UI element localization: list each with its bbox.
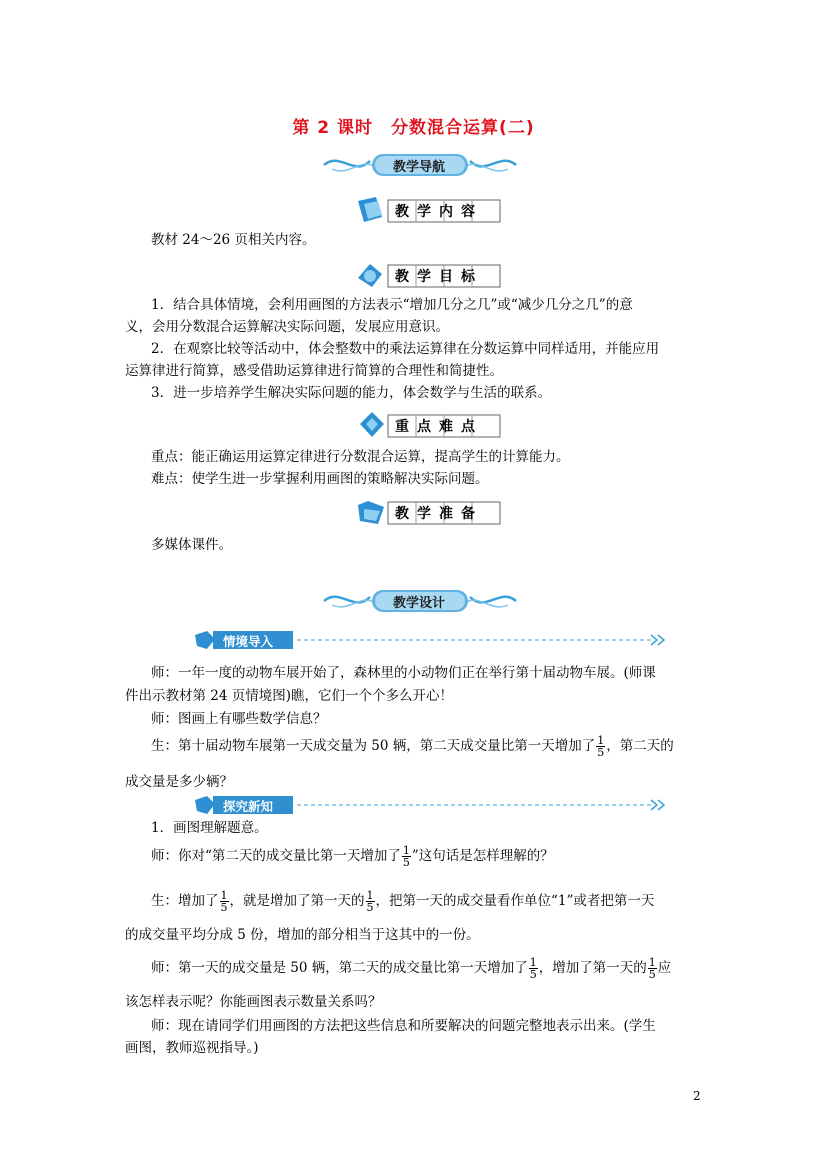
page-number: 2 <box>693 1089 701 1103</box>
goal-1-line1: 1．结合具体情境，会利用画图的方法表示“增加几分之几”或“减少几分之几”的意 <box>151 297 633 313</box>
intro-student-1-post: ，第二天的 <box>606 738 674 754</box>
tag-intro-label: 情境导入 <box>223 634 274 649</box>
subhead-content-label: 教学内容 <box>395 204 483 220</box>
fraction-one-fifth: $\frac{1}{5}$ <box>220 889 228 914</box>
fraction-one-fifth: $\frac{1}{5}$ <box>648 956 656 981</box>
goal-2-line2: 运算律进行简算，感受借助运算律进行简算的合理性和简捷性。 <box>125 363 503 379</box>
subhead-prep-label: 教学准备 <box>395 506 483 522</box>
lesson-title: 第 2 课时 分数混合运算(二) <box>292 118 535 138</box>
goal-3: 3．进一步培养学生解决实际问题的能力，体会数学与生活的联系。 <box>151 385 552 401</box>
subhead-content <box>356 195 506 225</box>
fraction-one-fifth: $\frac{1}{5}$ <box>597 734 605 759</box>
tag-explore <box>193 794 668 816</box>
fraction-one-fifth: $\frac{1}{5}$ <box>402 844 410 869</box>
content-text: 教材 24～26 页相关内容。 <box>151 232 316 248</box>
subhead-keypoints-label: 重点难点 <box>395 419 483 435</box>
prep-text: 多媒体课件。 <box>151 537 232 553</box>
explore-question-2-line2: 该怎样表示呢？你能画图表示数量关系吗？ <box>125 994 382 1010</box>
key-point: 重点：能正确运用运算定律进行分数混合运算，提高学生的计算能力。 <box>151 449 570 465</box>
fraction-one-fifth: $\frac{1}{5}$ <box>366 889 374 914</box>
explore-step-1: 1．画图理解题意。 <box>151 820 268 836</box>
goal-2-line1: 2．在观察比较等活动中，体会整数中的乘法运算律在分数运算中同样适用，并能应用 <box>151 341 660 357</box>
subhead-keypoints <box>356 410 506 440</box>
explore-question-2: 师：第一天的成交量是 50 辆，第二天的成交量比第一天增加了 $\frac{1}{5}$ ，增加了第一天的 $\frac{1}{5}$ 应 <box>151 956 672 981</box>
subhead-goals <box>356 260 506 290</box>
fraction-one-fifth: $\frac{1}{5}$ <box>529 956 537 981</box>
intro-student-1-line2: 成交量是多少辆？ <box>125 774 233 790</box>
subhead-goals-label: 教学目标 <box>395 269 483 285</box>
tag-intro <box>193 629 668 651</box>
banner-guide-label: 教学导航 <box>393 160 446 175</box>
intro-teacher-2: 师：图画上有哪些数学信息？ <box>151 711 327 727</box>
tag-explore-label: 探究新知 <box>223 799 274 814</box>
difficult-point: 难点：使学生进一步掌握利用画图的策略解决实际问题。 <box>151 471 489 487</box>
intro-teacher-1-line1: 师：一年一度的动物车展开始了，森林里的小动物们正在举行第十届动物车展。(师课 <box>151 665 656 681</box>
intro-student-1 <box>151 735 731 758</box>
explore-question-3-line2: 画图，教师巡视指导。) <box>125 1040 259 1056</box>
banner-guide <box>320 147 520 181</box>
explore-question-3-line1: 师：现在请同学们用画图的方法把这些信息和所要解决的问题完整地表示出来。(学生 <box>151 1018 656 1034</box>
intro-teacher-1-line2: 件出示教材第 24 页情境图)瞧，它们一个个多么开心！ <box>125 688 454 704</box>
explore-question-1: 师：你对“第二天的成交量比第一天增加了 $\frac{1}{5}$ ”这句话是怎样理解的？ <box>151 844 554 869</box>
goal-1-line2: 义，会用分数混合运算解决实际问题，发展应用意识。 <box>125 319 449 335</box>
banner-design-label: 教学设计 <box>393 596 446 611</box>
banner-design <box>320 583 520 617</box>
subhead-prep <box>356 497 506 527</box>
intro-student-1-pre: 生：第十届动物车展第一天成交量为 50 辆，第二天成交量比第一天增加了 <box>151 738 596 754</box>
explore-answer-1-line2: 的成交量平均分成 5 份，增加的部分相当于这其中的一份。 <box>125 927 480 943</box>
explore-answer-1: 生：增加了 $\frac{1}{5}$ ，就是增加了第一天的 $\frac{1}{5}$ ，把第一天的成交量看作单位“1”或者把第一天 <box>151 889 655 914</box>
